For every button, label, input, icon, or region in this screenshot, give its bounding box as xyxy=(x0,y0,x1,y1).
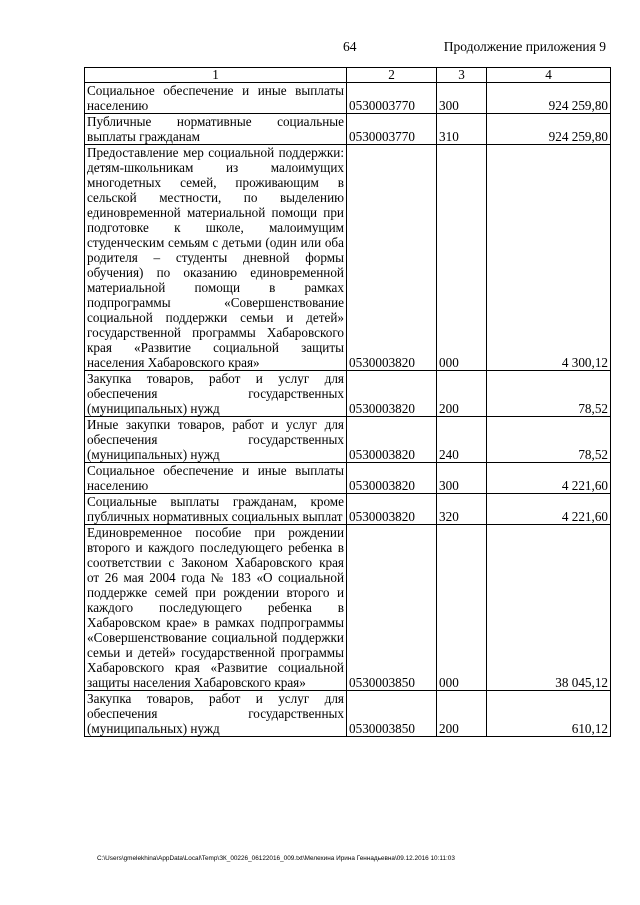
row-code: 0530003820 xyxy=(347,417,437,463)
row-expense-type: 200 xyxy=(437,371,487,417)
row-expense-type: 000 xyxy=(437,145,487,371)
row-description: Социальное обеспечение и иные выплаты населению xyxy=(85,463,347,494)
row-amount: 38 045,12 xyxy=(487,525,611,691)
table-row xyxy=(85,525,611,691)
row-code: 0530003820 xyxy=(347,463,437,494)
row-description: Предоставление мер социальной поддержки: детям-школьникам из малоимущих многодетных семей, проживающим в сельской местности, по выделению единовременной материальной помощи при подготовке к школе, малоимущим студенческим семьям с детьми (один или оба родителя – студенты дневной формы обучения) по оказанию единовременной материальной помощи в рамках подпрограммы «Совершенствование социальной поддержки семьи и детей» государственной программы Хабаровского края «Развитие социальной защиты населения Хабаровского края» xyxy=(85,145,347,371)
file-path-footer: C:\Users\gmelekhina\AppData\Local\Temp\ЗК_00226_06122016_009.txt\Мелехина Ирина Геннадьевна\09.12.2016 10:11:03 xyxy=(97,855,455,862)
row-expense-type: 300 xyxy=(437,83,487,114)
table-row xyxy=(85,371,611,417)
row-expense-type: 320 xyxy=(437,494,487,525)
row-description: Закупка товаров, работ и услуг для обеспечения государственных (муниципальных) нужд xyxy=(85,691,347,737)
column-header-2: 2 xyxy=(347,68,437,83)
row-code: 0530003820 xyxy=(347,371,437,417)
column-header-3: 3 xyxy=(437,68,487,83)
row-amount: 4 300,12 xyxy=(487,145,611,371)
column-header-1: 1 xyxy=(85,68,347,83)
appendix-title: Продолжение приложения 9 xyxy=(443,39,606,54)
row-amount: 924 259,80 xyxy=(487,83,611,114)
row-code: 0530003820 xyxy=(347,494,437,525)
row-description: Единовременное пособие при рождении второго и каждого последующего ребенка в соответствии с Законом Хабаровского края от 26 мая 2004 года № 183 «О социальной поддержке семей при рождении второго и каждого последующего ребенка в Хабаровском крае» в рамках подпрограммы «Совершенствование социальной поддержки семьи и детей» государственной программы Хабаровского края «Развитие социальной защиты населения Хабаровского края» xyxy=(85,525,347,691)
column-number-row xyxy=(85,68,611,83)
row-expense-type: 310 xyxy=(437,114,487,145)
row-code: 0530003770 xyxy=(347,114,437,145)
row-code: 0530003850 xyxy=(347,691,437,737)
row-amount: 610,12 xyxy=(487,691,611,737)
budget-table xyxy=(84,67,611,737)
table-row xyxy=(85,691,611,737)
table-row xyxy=(85,145,611,371)
column-header-4: 4 xyxy=(487,68,611,83)
page-number: 64 xyxy=(343,39,357,54)
row-description: Закупка товаров, работ и услуг для обеспечения государственных (муниципальных) нужд xyxy=(85,371,347,417)
table-row xyxy=(85,417,611,463)
table-row xyxy=(85,463,611,494)
row-amount: 78,52 xyxy=(487,371,611,417)
row-amount: 4 221,60 xyxy=(487,463,611,494)
row-description: Публичные нормативные социальные выплаты гражданам xyxy=(85,114,347,145)
row-code: 0530003770 xyxy=(347,83,437,114)
row-expense-type: 300 xyxy=(437,463,487,494)
row-expense-type: 240 xyxy=(437,417,487,463)
row-amount: 4 221,60 xyxy=(487,494,611,525)
table-row xyxy=(85,83,611,114)
row-code: 0530003820 xyxy=(347,145,437,371)
row-amount: 78,52 xyxy=(487,417,611,463)
row-code: 0530003850 xyxy=(347,525,437,691)
row-expense-type: 200 xyxy=(437,691,487,737)
row-description: Социальное обеспечение и иные выплаты населению xyxy=(85,83,347,114)
row-amount: 924 259,80 xyxy=(487,114,611,145)
table-row xyxy=(85,114,611,145)
row-expense-type: 000 xyxy=(437,525,487,691)
table-row xyxy=(85,494,611,525)
row-description: Социальные выплаты гражданам, кроме публичных нормативных социальных выплат xyxy=(85,494,347,525)
row-description: Иные закупки товаров, работ и услуг для обеспечения государственных (муниципальных) нужд xyxy=(85,417,347,463)
